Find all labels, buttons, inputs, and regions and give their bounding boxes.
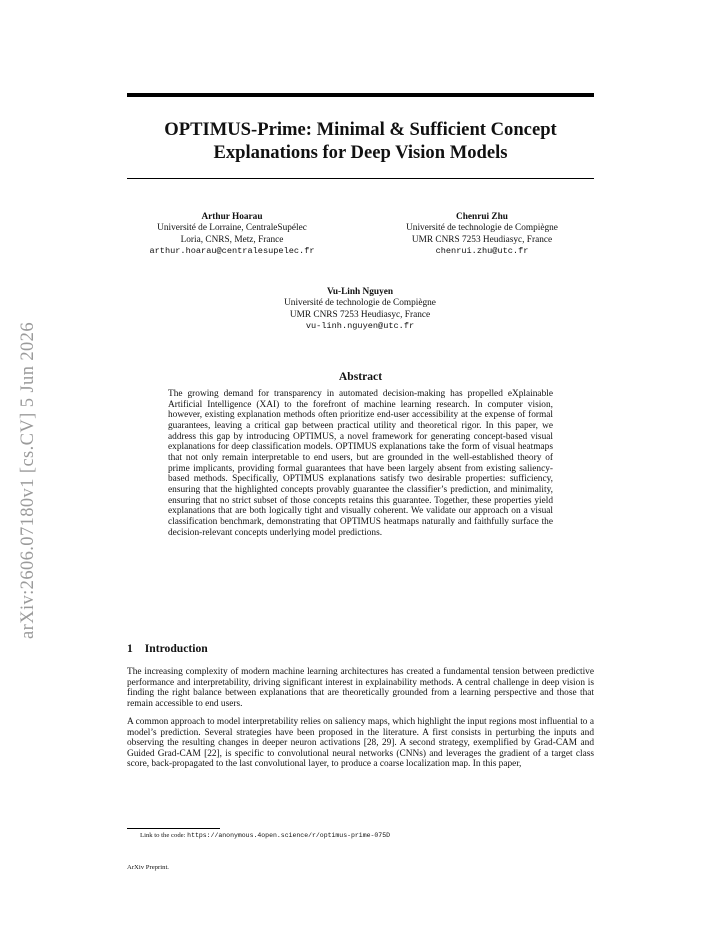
arxiv-stamp-text: arXiv:2606.07180v1 [cs.CV] 5 Jun 2026 xyxy=(17,321,38,639)
author-name: Arthur Hoarau xyxy=(201,212,263,222)
author-affiliation: UMR CNRS 7253 Heudiasyc, France xyxy=(289,309,431,320)
author-1 xyxy=(127,212,337,258)
author-2 xyxy=(367,212,597,258)
author-3 xyxy=(245,287,475,333)
title-bottom-rule xyxy=(127,178,594,179)
title-line-2: Explanations for Deep Vision Models xyxy=(213,142,508,163)
preprint-label: ArXiv Preprint. xyxy=(127,864,169,871)
code-link[interactable]: https://anonymous.4open.science/r/optimus-prime-075D xyxy=(187,832,391,839)
author-email[interactable]: vu-linh.nguyen@utc.fr xyxy=(305,321,415,332)
author-email[interactable]: chenrui.zhu@utc.fr xyxy=(435,246,529,257)
author-email[interactable]: arthur.hoarau@centralesupelec.fr xyxy=(149,246,315,257)
author-affiliation: Université de Lorraine, CentraleSupélec xyxy=(157,223,307,234)
author-name: Chenrui Zhu xyxy=(456,212,508,222)
author-name: Vu-Linh Nguyen xyxy=(326,287,394,297)
author-affiliation: Loria, CNRS, Metz, France xyxy=(180,234,284,245)
author-affiliation: Université de technologie de Compiègne xyxy=(284,298,436,309)
abstract-heading: Abstract xyxy=(338,370,383,383)
section-title: Introduction xyxy=(144,642,208,655)
title-line-1: OPTIMUS-Prime: Minimal & Sufficient Concept xyxy=(164,119,557,140)
author-affiliation: UMR CNRS 7253 Heudiasyc, France xyxy=(411,234,553,245)
intro-paragraph-1: The increasing complexity of modern machine learning architectures has created a fundamental tension between predictive performance and interpretability, driving significant interest in explainability methods. A central challenge in deep vision is finding the right balance between explanations that are theoretically grounded from a learning perspective and those that remain accessible to end users. xyxy=(127,667,594,709)
author-affiliation: Université de technologie de Compiègne xyxy=(406,223,558,234)
title-top-rule xyxy=(127,93,594,97)
section-number: 1 xyxy=(127,642,133,655)
arxiv-stamp xyxy=(16,270,40,690)
abstract-text: The growing demand for transparency in automated decision-making has propelled eXplainable Artificial Intelligence (XAI) to the forefront of machine learning research. In computer vision, however, existing explanation methods often prioritize end-user accessibility at the expense of formal guarantees, leaving a critical gap between practical utility and theoretical rigor. In this paper, we address this gap by introducing OPTIMUS, a novel framework for generating concept-based visual explanations for deep classification models. OPTIMUS explanations take the form of visual heatmaps that not only remain interpretable to end users, but are grounded in the well-established theory of prime implicants, providing formal guarantees that have been largely absent from existing saliency-based methods. Specifically, OPTIMUS explanations satisfy two desirable properties: sufficiency, ensuring that the highlighted concepts provably guarantee the classifier’s prediction, and minimality, ensuring that no strict subset of those concepts retains this guarantee. Together, these properties yield explanations that are both logically tight and visually coherent. We validate our approach on a visual classification benchmark, demonstrating that OPTIMUS heatmaps naturally and faithfully surface the decision-relevant concepts underlying model predictions. xyxy=(168,389,553,538)
section-heading xyxy=(127,642,208,655)
paper-title xyxy=(127,118,594,164)
footnote-label: Link to the code: xyxy=(140,832,188,839)
footnote-rule xyxy=(127,828,220,829)
intro-paragraph-2: A common approach to model interpretability relies on saliency maps, which highlight the input regions most influential to a model’s prediction. Several strategies have been proposed in the literature. A first consists in perturbing the inputs and observing the resulting changes in deeper neuron activations [28, 29]. A second strategy, exemplified by Grad-CAM and Guided Grad-CAM [22], is specific to convolutional neural networks (CNNs) and leverages the gradient of a target class score, back-propagated to the last convolutional layer, to produce a coarse localization map. In this paper, xyxy=(127,717,594,769)
footnote xyxy=(140,832,390,839)
